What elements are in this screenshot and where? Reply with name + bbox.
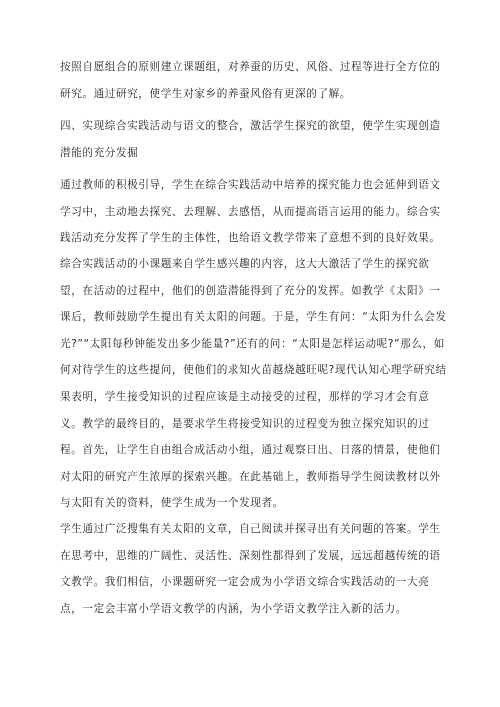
paragraph-teacher-guidance: 通过教师的积极引导，学生在综合实践活动中培养的探究能力也会延伸到语文学习中，主动地去探究、去理解、去感悟，从而提高语言运用的能力。综合实践活动充分发挥了学生的主体性，也给语文教学带来了意想不到的良好效果。 bbox=[60, 179, 441, 245]
paragraph-conclusion: 学生通过广泛搜集有关太阳的文章，自己阅读并探寻出有关问题的答案。学生在思考中，思维的广阔性、灵活性、深刻性都得到了发展，远远超越传统的语文教学。我们相信，小课题研究一定会成为小学语文综合实践活动的一大亮点，一定会丰富小学语文教学的内涵，为小学语文教学注入新的活力。 bbox=[60, 523, 441, 615]
paragraph-sun-lesson: 综合实践活动的小课题来自学生感兴趣的内容，这大大激活了学生的探究欲望，在活动的过程中，他们的创造潜能得到了充分的发挥。如教学《太阳》一课后，教师鼓励学生提出有关太阳的问题。于是，学生有问：“太阳为什么会发光?”“太阳每秒钟能发出多少能量?”还有的问：“太阳是怎样运动呢?”那么，如何对待学生的这些提问，使他们的求知火苗越烧越旺呢?现代认知心理学研究结果表明，学生接受知识的过程应该是主动接受的过程，那样的学习才会有意义。教学的最终目的，是要求学生将接受知识的过程变为独立探究知识的过程。首先，让学生自由组合成活动小组，通过观察日出、日落的情景，使他们对太阳的研究产生浓厚的探索兴趣。在此基础上，教师指导学生阅读教材以外与太阳有关的资料，使学生成为一个发现者。 bbox=[60, 258, 447, 510]
paragraph-silkworm-research: 按照自愿组合的原则建立课题组，对养蚕的历史、风俗、过程等进行全方位的研究。通过研究，使学生对家乡的养蚕风俗有更深的了解。 bbox=[60, 61, 441, 100]
section-heading-four: 四、实现综合实践活动与语文的整合，激活学生探究的欲望，使学生实现创造潜能的充分发掘 bbox=[60, 120, 441, 159]
